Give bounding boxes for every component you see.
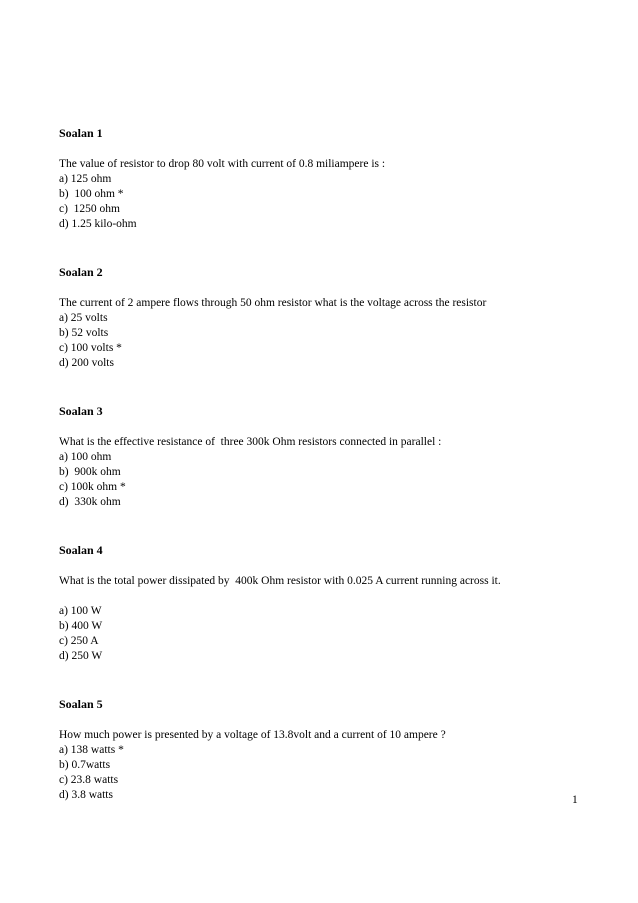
answer-option: b) 100 ohm *: [59, 188, 124, 200]
question-spacer: [59, 232, 599, 264]
answer-option: a) 125 ohm: [59, 173, 112, 185]
question-spacer: [59, 510, 599, 542]
question-title: Soalan 4: [59, 543, 103, 557]
answer-option: a) 25 volts: [59, 312, 108, 324]
question-text: What is the effective resistance of three 300k Ohm resistors connected in parallel :: [59, 436, 442, 448]
question-2: [59, 264, 599, 371]
answer-option: d) 250 W: [59, 650, 103, 662]
answer-option: d) 330k ohm: [59, 496, 121, 508]
answer-option: b) 52 volts: [59, 327, 109, 339]
question-1: [59, 125, 599, 232]
question-text: The value of resistor to drop 80 volt with current of 0.8 miliampere is :: [59, 158, 386, 170]
question-title: Soalan 5: [59, 697, 103, 711]
question-4: [59, 542, 599, 664]
answer-option: b) 900k ohm: [59, 466, 121, 478]
question-spacer: [59, 371, 599, 403]
question-title: Soalan 2: [59, 265, 103, 279]
answer-option: c) 100 volts *: [59, 342, 122, 354]
question-spacer: [59, 664, 599, 696]
question-text: How much power is presented by a voltage of 13.8volt and a current of 10 ampere ?: [59, 729, 446, 741]
answer-option: b) 400 W: [59, 620, 103, 632]
answer-option: a) 100 W: [59, 605, 102, 617]
question-text: The current of 2 ampere flows through 50 ohm resistor what is the voltage across the resistor: [59, 297, 487, 309]
answer-option: c) 100k ohm *: [59, 481, 126, 493]
question-title: Soalan 3: [59, 404, 103, 418]
answer-option: a) 138 watts *: [59, 744, 124, 756]
answer-option: d) 200 volts: [59, 357, 114, 369]
question-5: [59, 696, 599, 803]
answer-option: d) 1.25 kilo-ohm: [59, 218, 137, 230]
question-title: Soalan 1: [59, 126, 103, 140]
page-number: 1: [572, 794, 578, 806]
answer-option: a) 100 ohm: [59, 451, 112, 463]
document-page: [59, 125, 599, 803]
question-text: What is the total power dissipated by 400k Ohm resistor with 0.025 A current running across it.: [59, 575, 501, 587]
answer-option: c) 23.8 watts: [59, 774, 119, 786]
answer-option: b) 0.7watts: [59, 759, 111, 771]
answer-option: d) 3.8 watts: [59, 789, 113, 801]
answer-option: c) 250 A: [59, 635, 99, 647]
answer-option: c) 1250 ohm: [59, 203, 121, 215]
question-3: [59, 403, 599, 510]
